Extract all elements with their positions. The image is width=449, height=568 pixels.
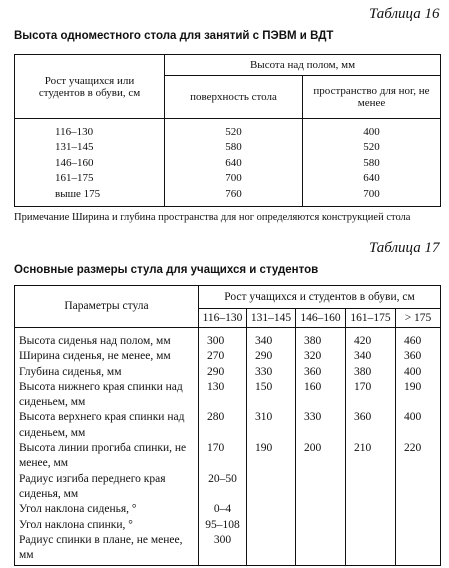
cell-parameter: Высота нижнего края спинки над сиденьем, мм	[15, 380, 199, 411]
table-row	[15, 156, 441, 171]
cell-value: 420	[346, 328, 396, 350]
cell-parameter: Высота верхнего края спинки над сиденьем, мм	[15, 410, 199, 441]
table-row	[15, 410, 441, 441]
table-row	[15, 380, 441, 411]
cell-value: 360	[396, 349, 441, 364]
table-row	[15, 472, 441, 503]
cell-value: 330	[296, 410, 346, 441]
cell-value: 160	[296, 380, 346, 411]
cell-value: 300	[199, 328, 247, 350]
header-height-group: Рост учащихся и студентов в обуви, см	[199, 286, 441, 309]
cell-parameter: Высота линии прогиба спинки, не менее, мм	[15, 441, 199, 472]
header-range: 161–175	[346, 309, 396, 328]
cell-legroom-height: 700	[303, 187, 441, 207]
cell-empty	[296, 533, 346, 566]
table-row	[15, 502, 441, 517]
cell-surface-height: 640	[165, 156, 303, 171]
header-legroom: пространство для ног, не менее	[303, 76, 441, 119]
table-row	[15, 349, 441, 364]
cell-value: 340	[346, 349, 396, 364]
cell-value: 95–108	[199, 518, 247, 533]
cell-empty	[396, 533, 441, 566]
cell-value: 460	[396, 328, 441, 350]
cell-empty	[396, 472, 441, 503]
header-range: 146–160	[296, 309, 346, 328]
header-range: 131–145	[247, 309, 296, 328]
table-row	[15, 533, 441, 566]
table-17-title: Основные размеры стула для учащихся и студентов	[14, 264, 319, 276]
cell-value: 170	[199, 441, 247, 472]
cell-value: 190	[247, 441, 296, 472]
cell-legroom-height: 400	[303, 119, 441, 141]
table-16-title: Высота одноместного стола для занятий с ПЭВМ и ВДТ	[14, 30, 334, 42]
cell-value: 360	[296, 365, 346, 380]
cell-value: 220	[396, 441, 441, 472]
cell-value: 270	[199, 349, 247, 364]
cell-empty	[396, 518, 441, 533]
cell-surface-height: 580	[165, 140, 303, 155]
cell-empty	[296, 518, 346, 533]
cell-height-range: 116–130	[15, 119, 165, 141]
cell-surface-height: 700	[165, 171, 303, 186]
cell-value: 290	[247, 349, 296, 364]
cell-height-range: 131–145	[15, 140, 165, 155]
cell-value: 20–50	[199, 472, 247, 503]
cell-value: 150	[247, 380, 296, 411]
cell-value: 380	[346, 365, 396, 380]
cell-value: 190	[396, 380, 441, 411]
cell-parameter: Ширина сиденья, не менее, мм	[15, 349, 199, 364]
cell-empty	[247, 502, 296, 517]
cell-empty	[247, 472, 296, 503]
header-surface: поверхность стола	[165, 76, 303, 119]
cell-legroom-height: 580	[303, 156, 441, 171]
cell-empty	[247, 518, 296, 533]
table-row	[15, 441, 441, 472]
cell-empty	[247, 533, 296, 566]
cell-value: 280	[199, 410, 247, 441]
cell-value: 400	[396, 410, 441, 441]
table-17-chair-dimensions	[14, 285, 441, 566]
cell-empty	[346, 518, 396, 533]
cell-value: 340	[247, 328, 296, 350]
cell-value: 310	[247, 410, 296, 441]
header-range: > 175	[396, 309, 441, 328]
table-16-label: Таблица 16	[369, 6, 440, 22]
table-row	[15, 140, 441, 155]
cell-value: 330	[247, 365, 296, 380]
table-16-note: Примечание Ширина и глубина пространства для ног определяются конструкцией стола	[14, 212, 411, 223]
table-row	[15, 518, 441, 533]
cell-parameter: Радиус спинки в плане, не менее, мм	[15, 533, 199, 566]
header-range: 116–130	[199, 309, 247, 328]
table-row	[15, 365, 441, 380]
cell-empty	[346, 502, 396, 517]
cell-empty	[296, 472, 346, 503]
table-row	[15, 187, 441, 207]
cell-height-range: 161–175	[15, 171, 165, 186]
cell-empty	[346, 533, 396, 566]
cell-surface-height: 760	[165, 187, 303, 207]
cell-parameter: Высота сиденья над полом, мм	[15, 328, 199, 350]
cell-value: 400	[396, 365, 441, 380]
cell-parameter: Угол наклона сиденья, °	[15, 502, 199, 517]
cell-empty	[396, 502, 441, 517]
table-row	[15, 171, 441, 186]
cell-value: 360	[346, 410, 396, 441]
table-row	[15, 328, 441, 350]
cell-empty	[346, 472, 396, 503]
cell-empty	[296, 502, 346, 517]
cell-value: 300	[199, 533, 247, 566]
cell-parameter: Угол наклона спинки, °	[15, 518, 199, 533]
cell-value: 0–4	[199, 502, 247, 517]
cell-value: 290	[199, 365, 247, 380]
cell-value: 170	[346, 380, 396, 411]
cell-value: 210	[346, 441, 396, 472]
cell-legroom-height: 640	[303, 171, 441, 186]
cell-height-range: выше 175	[15, 187, 165, 207]
header-floor-height: Высота над полом, мм	[165, 55, 441, 76]
cell-legroom-height: 520	[303, 140, 441, 155]
cell-value: 320	[296, 349, 346, 364]
header-params: Параметры стула	[15, 286, 199, 328]
cell-parameter: Глубина сиденья, мм	[15, 365, 199, 380]
header-height-group: Рост учащихся или студентов в обуви, см	[15, 55, 165, 119]
table-row	[15, 119, 441, 141]
cell-value: 200	[296, 441, 346, 472]
cell-height-range: 146–160	[15, 156, 165, 171]
table-17-label: Таблица 17	[369, 240, 440, 256]
cell-surface-height: 520	[165, 119, 303, 141]
cell-value: 380	[296, 328, 346, 350]
table-16-desk-height	[14, 54, 441, 207]
cell-value: 130	[199, 380, 247, 411]
cell-parameter: Радиус изгиба переднего края сиденья, мм	[15, 472, 199, 503]
